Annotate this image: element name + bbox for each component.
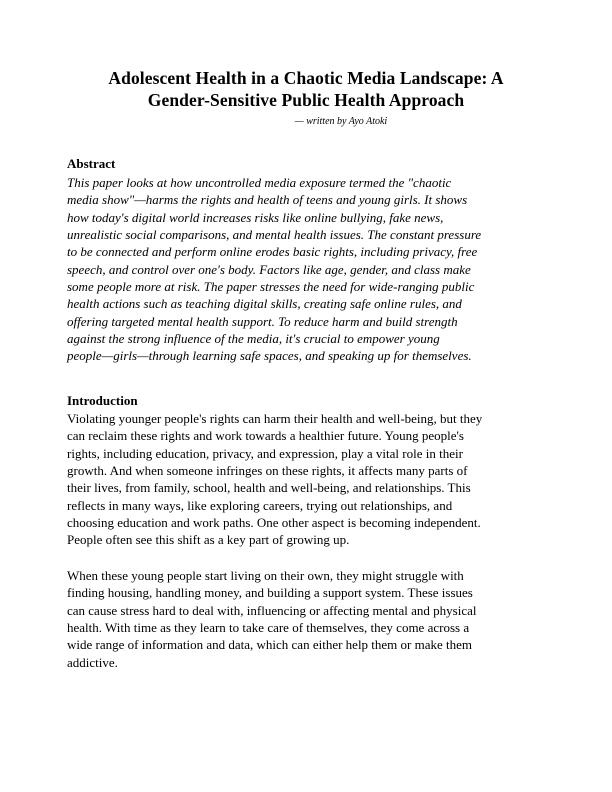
title-line: Gender-Sensitive Public Health Approach — [147, 90, 465, 110]
text-line: health actions such as teaching digital skills, creating safe online rules, and — [67, 296, 462, 312]
text-line: rights, including education, privacy, and expression, play a vital role in their — [67, 445, 463, 461]
text-line: to be connected and perform online erodes basic rights, including privacy, free — [67, 244, 478, 260]
introduction-heading: Introduction — [67, 393, 138, 408]
text-line: some people more at risk. The paper stresses the need for wide-ranging public — [67, 279, 475, 295]
text-line: This paper looks at how uncontrolled media exposure termed the "chaotic — [67, 175, 452, 190]
author-byline: — written by Ayo Atoki — [294, 116, 388, 127]
text-line: Violating younger people's rights can harm their health and well-being, but they — [67, 411, 483, 426]
text-line: growth. And when someone infringes on these rights, it affects many parts of — [67, 463, 468, 479]
text-line: media show"—harms the rights and health of teens and young girls. It shows — [67, 192, 468, 208]
text-line: can cause stress hard to deal with, influencing or affecting mental and physical — [67, 602, 477, 618]
text-line: People often see this shift as a key part of growing up. — [67, 532, 350, 548]
text-line: finding housing, handling money, and building a support system. These issues — [67, 585, 473, 601]
abstract-paragraph — [67, 174, 497, 365]
text-line: choosing education and work paths. One other aspect is becoming independent. — [67, 515, 481, 531]
text-line: reflects in many ways, like exploring careers, trying out relationships, and — [67, 497, 453, 513]
text-line: against the strong influence of the media, it's crucial to empower young — [67, 331, 440, 347]
text-line: When these young people start living on their own, they might struggle with — [67, 568, 464, 583]
introduction-paragraph-1 — [67, 410, 497, 549]
text-line: unrealistic social comparisons, and mental health issues. The constant pressure — [67, 227, 482, 243]
text-line: their lives, from family, school, health and well-being, and relationships. This — [67, 480, 471, 496]
text-line: people—girls—through learning safe spaces, and speaking up for themselves. — [67, 348, 472, 364]
text-line: health. With time as they learn to take care of themselves, they come across a — [67, 620, 470, 636]
abstract-heading: Abstract — [67, 156, 116, 171]
text-line: can reclaim these rights and work towards a healthier future. Young people's — [67, 428, 464, 444]
introduction-paragraph-2 — [67, 567, 497, 671]
text-line: offering targeted mental health support. To reduce harm and build strength — [67, 313, 458, 329]
text-line: addictive. — [67, 654, 118, 670]
title-line: Adolescent Health in a Chaotic Media Landscape: A — [108, 68, 504, 88]
text-line: how today's digital world increases risks like online bullying, fake news, — [67, 209, 444, 225]
paper-title — [60, 67, 552, 111]
text-line: wide range of information and data, which can either help them or make them — [67, 637, 473, 653]
text-line: speech, and control over one's body. Factors like age, gender, and class make — [67, 261, 471, 277]
